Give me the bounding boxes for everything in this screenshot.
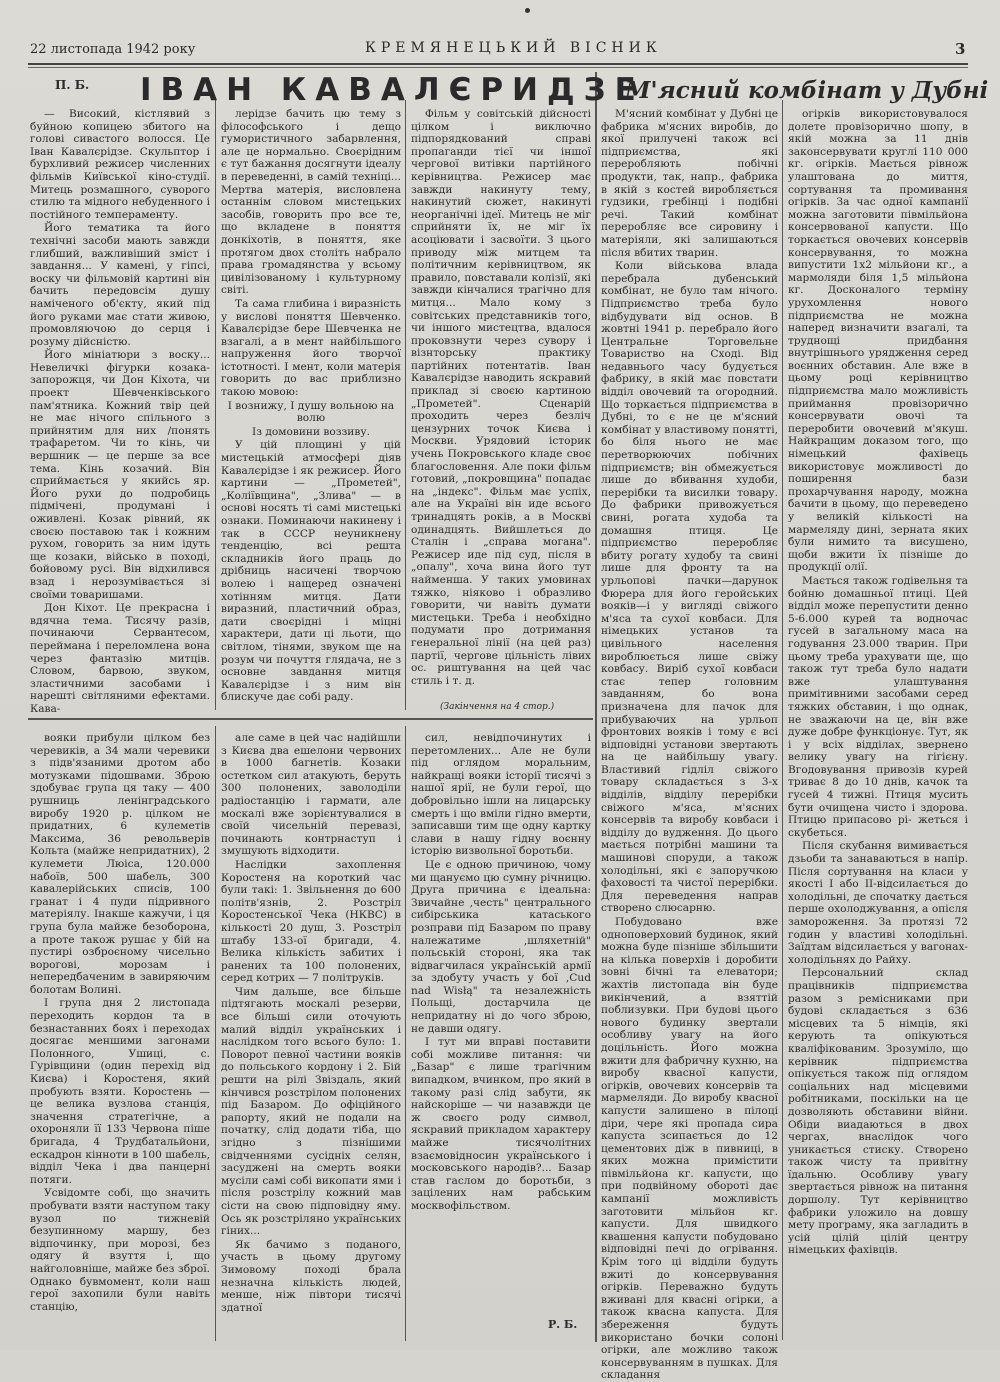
poem-line: Із домовини воззиву. <box>252 425 370 438</box>
newspaper-title: КРЕМЯНЕЦЬКИЙ ВІСНИК <box>365 40 662 56</box>
paragraph: Дон Кіхот. Це прекрасна і вдячна тема. Тисячу разів, починаючи Сервантесом, переймана і переломлена вона через фантазію митців. Словом, барвою, звуком, зластичними засобами і нарешті світляними ефектами. Кава- <box>30 602 210 715</box>
paragraph: Після скубання вимивається дзьоби та занаваються в напір. Після сортування на класи у якості I або II-відсилається до холодільні, де спочатку дається перше охолоджування, а опісля замороження. За протязі 72 годин у властиві холодільні. Заїдтам відсилається у вагонах-холодільнях до Райху. <box>788 840 968 966</box>
poem-line: І вознижу, І душу вольною на волю <box>227 399 395 425</box>
issue-date: 22 листопада 1942 року <box>30 42 196 57</box>
column-divider <box>595 72 597 1342</box>
column-divider <box>405 726 406 1341</box>
paragraph: Коли військова влада перебрала дубенський комбінат, не було там нічого. Підприємство треба було відбудувати від основ. В жовтні 1941 р. перебрало його Центральне Торговельне Товариство на Сході. Від недавнього часу будується фабрику, в якій має повстати відділ овочевий та огородний. Що торкається підприємства в Дубні, то є не це м'ясний комбінат у властивому понятті, бо біля нього не має перетворюючих побічних підприємств; він обмежується лише до вбивання худоби, перерібки та висилки товару. До фабрики привожується свині, рогата худоба та домашня птиця. Це підприємство переробляє вбиту рогату худобу та свині лише для фронту та на урльопові пачки—дарунок Фюрера для його геройських вояків—і у вигляді свіжого м'яса та сухої ковбаси. Для німецьких установ та цивільного населення вироблюється лише свіжу ковбасу. Виріб сухої ковбаси стає тепер головним завданням, бо вона призначена для пачок для прибуваючих на урльоп фронтових вояків і тому є всі відповідні установи звертають на це найбільшу увагу. Властивий гідліл свіжого товару складається з 3-х відділів, відділу перерібки свіжого м'яса, м'ясних консервів та виробу ковбаси і відділу до вудження. До цього мається потрібні машини та машинові споруди, а також холодільні, які є запоручкою фаховості та чистої перерібки. Для переведення направ створено слюсарню. <box>601 260 778 915</box>
print-mark <box>525 8 530 13</box>
paragraph: — Високий, кістлявий з буйною копицею збитого на голові сивастого волосся. Це Іван Кавалєрідзе. Скульптор і бурхливий режисер численних фільмів Київської кіно-студії. Митець розмашного, суворого стилю та мідного небуденного і постійного темпераменту. <box>30 108 210 221</box>
section-divider <box>28 718 593 720</box>
column-divider <box>215 100 216 710</box>
paragraph: У цій площині у цій мистецькій атмосфері діяв Кавалєрідзе і як режисер. Його картини — „Прометей", „Коліївщина", „Злива" — в основі носять ті самі мистецькі ознаки. Поминаючи накинену і так в СССР неуникнену тенденцію, всі решта складників його праць до дрібниць насичені творчою волею і нащеред означені хотінням митця. Дати виразний, пластичний образ, дати своєрідні і міцні характери, дати ці льоти, що світлом, тінями, звуком ще на розум чи почуття глядача, не з основне завдання митця Кавалєрідзе і з ним він блискуче дає собі раду. <box>221 439 401 704</box>
paragraph: Фільм у совітській дійсності цілком і виключно підпорядкований справі пропаганди тієї чи іншої чергової витівки партійного керівництва. Режисер має завжди накинуту тему, накинутий сюжет, накинуті неорганічні ідеї. Митець не міг сприйняти їх, не міг їх асоціювати і засвоїти. З цього приводу між митцем та політичним керівництвом, як правило, повставали колізії, які завжди кінчалися трагічно для митця... Мало кому з совітських представників того, чи іншого мистецтва, вдалося проковзнути через сувору і візнторську практику партійних потентатів. Іван Кавалєрідзе наводить яскравий приклад зі своєю картиною „Прометей". Сценарій проходить через безліч цензурних точок Києва і Москви. Урядовий історик учень Покровського кладе своє благословення. Але поки фільм готовий, „покровщина" попадає на „індекс". Фільм має успіх, але на Україні він иде всього тринадцять років, а в Москві одинадцять. Вийшлеться до Сталін і „справа могана". Режисер иде під суд, після в „опалу", хоча вина його тут найменша. У таких умовинах тяжко, ніяково і образливо говорити, чи навіть думати мистецьки. Треба і необхідно подумати про дотримання генеральної лінії (на цей раз) партії, чергове цільність лівих ос. риштування на цей час стиль і т. д. <box>411 108 591 687</box>
paragraph: Його тематика та його технічні засоби мають завжди глибший, важливіший зміст і завдання... У камені, у гіпсі, воску чи фільмовій картині він бачить передовсім душу наміченого об'єкту, який під його руками має стати живою, промовляючою до серця і розуму дійсністю. <box>30 222 210 348</box>
paragraph: Та сама глибина і виразність у вислові поняття Шевченко. Кавалєрідзе бере Шевченка не взагалі, а в мент найбільшого напруження його творчої істотності. І мент, коли матерія говорить до вас приблизно такою мовою: <box>221 297 401 399</box>
paragraph: Мається також годівельня та бойню домашньої птиці. Цей відділ може перепустити денно 5-6.000 курей та водночас гусей в загальному маса на годування 23.000 тварин. При цьому треба урахувати ще, що також тут треба було надати вже улаштування примітивними засобами серед тяжких обставин, і що однак, не зважаючи на це, він вже дуже добре функціонує. Тут, як і у всіх відділах, звернено велику увагу на гігієну. Вгодовування привозів курей триває 8 до 10 днів, качок та гусей 4 тижні. Птиця мусить бути очищена чисто і здорова. Птицю припасово рі- жеться і скубеться. <box>788 574 968 839</box>
paragraph: І тут ми вправі поставити собі можливе питання: чи „Базар" є лише трагічним випадком, вчинком, про який в такому разі слід забути, як найскоріше — чи назавжди це ж своєго роду символ, яскравий прикладом характеру майже тисячолітних взаємовідносин українського і московського народів?... Базар став гаслом до боротьби, з зацілених нам рабським москвофільством. <box>411 1036 591 1212</box>
paragraph: вояки прибули цілком без черевиків, а 34 мали черевики з підв'язаними дротом або мотузками підошвами. Зброю здобуває група ця таку — 400 рушниць ленінградського виробу 1920 р. цілком не придатних, 6 кулеметів Максима, 36 револьверів Кольта (майже непридатних), 2 кулемети Люіса, 120.000 набоїв, 500 шабель, 300 кавалерійських списів, 100 гранат і 4 пуди підривного матеріялу. Інакше кажучи, і ця група була майже безоборона, а проте також рушає у бій на пустирі озброєному чисельно ворогові, морозам і непередбаченим в завиряючим болотам Волині. <box>30 732 210 996</box>
paragraph: але саме в цей час надійшли з Києва два ешелони червоних в 1000 багнетів. Козаки остетком сил атакують, беруть 300 полонених, заволоділи радіостанцію і гармати, але москалі вже зорієнтувалися в своїй чисельній перевазі, починають контрнаступ і змушують відходити. <box>221 732 401 858</box>
continuation-note: (Закінчення на 4 стор.) <box>440 702 555 712</box>
headline-meat-combine: М'ясний комбінат у Дубні <box>625 77 989 104</box>
paragraph: Побудовано вже одноповерховий будинок, який можна буде пізніше збільшити на кілька поверхів і доробити зовні бічні та елеватори; жахтів листопада він буде викінчений, а взяттій поблизувки. При будові цього нового будинку звертали особливу увагу на його доцільність. Його можна вжити для фабричну кухню, на виробу квасної капусти, огірків, овочевих консервів та мармеляди. До виробу квасної капусти залишено в пілоці діри, чере які пропада сира капуста зсипається до 12 цементових діж в пивниці, в яких можна примістити півмільйона кг. капусти, що при подвійному обороті дає кампанії можливість заготовити мільйон кг. капусти. Для швидкого квашення капусти побудовано відповідні печі до огрівання. Крім того ці відділи будуть вжиті до консервування огірків. Переважно будуть вживані для квасні огірки, а також квасна капуста. Для збереження будуть використано бочки солоні огірки, але можливо також консервуванням в пушках. Для складання <box>601 916 778 1382</box>
paragraph: Це є одною причиною, чому ми щануємо цю сумну річницю. Друга причина є ідеальна: Звичайне ,честь" центрального сибірськика катаського розправи під Базаром по праву належатиме ,шляхетній" польській стороні, яка так відвагчилася українській армії за здобуту участь у бої ,Cud nad Wisłą" та незалежність Польщі, достарчила це непридатну ні до чого зброю, не давши одягу. <box>411 858 591 1035</box>
headline-ivan-kavaleridze: ІВАН КАВАЛЄРИДЗЕ <box>140 72 645 108</box>
masthead-rule-thin <box>28 67 968 68</box>
article2-column-1 <box>601 108 778 1382</box>
paragraph: Як бачимо з поданого, участь в цьому другому Зимовому поході брала незначна кількість людей, менше, ніж півтори тисячі здатної <box>221 1238 401 1314</box>
paragraph: Усвідомте собі, що значить пробувати взяти наступом таку вузол по тижневій безупинному маршу, без відпочинку, при морозі, без одягу й взуття і, що найголовніше, майже без зброї. Однако бувмомент, коли наш герої захопили були навіть станцію, <box>30 1187 210 1313</box>
paragraph: І група дня 2 листопада переходить кордон та в безнастанних боях і переходах досягає меншими загонами Полонного, Ушиці, с. Гурівщини (один перехід від Києва) і Коростеня, який пробують взяти. Коростень — це велика вузлова станція, значення стратегічне, а охороняли її 133 Червона піше бригада, 4 Трудбатальйони, ескадрон кінноти в 100 шабель, відділ Чека і два панцерні потяги. <box>30 997 210 1186</box>
article2-column-2 <box>788 108 968 1343</box>
column-divider <box>215 726 216 1341</box>
article3-column-2 <box>221 732 401 1342</box>
article3-column-3 <box>411 732 591 1312</box>
article1-column-2 <box>221 108 401 708</box>
article3-column-1 <box>30 732 210 1342</box>
paragraph: Персональний склад працівників підприємства разом з ремісниками при будові складається з 636 місцевих та 5 німців, які керують та опікуються кваліфікованим. Зрозуміло, що керівник підприємства опікується також під оглядом соціальних над місцевими робітниками, поскільки на це дозволяють обставини війни. Обіди виадаються в двох чергах, внаслідок чого уникається стиску. Створено також чисту та привітну їдальню. Особливу увагу звертається рівнож на питання доршолу. Тут керівництво фабрики уложило на довшу мету програму, яка загладить в усій цілій цілій центру німецьких фахівців. <box>788 967 968 1257</box>
paragraph: Наслідки захоплення Коростеня на короткий час були такі: 1. Звільнення до 600 політв'язнів, 2. Розстріл Коростенської Чека (НКВС) в кількості 20 душ, 3. Розстріл штабу 133-ої бригади, 4. Велика кількість забитих і ранених та 100 полонених, серед котрих — 7 політруків. <box>221 858 401 985</box>
article1-column-1 <box>30 108 210 715</box>
paragraph: огірків використовувалося долете провізорично шопу, в якій можна за 11 днів законсервувати круглі 110 000 кг. огірків. Мається рівнож улаштована до миття, сортування та промивання огірків. За час одної кампанії можна заготовити півмільйона консервованої капусти. Що торкається овочевих консервів консервування, то можна випустити 1х2 мільйони кг., а мармоляди біля 1,5 мільйона кг. Досконалого терміну урухомлення нового підприємства не можна наперед визначити взагалі, та труднощі придбання внутрішнього урядження серед воєнних обставин. Але вже в цьому році керівництво підприємства мало можливість приймання провізорично консервувати овочі та переробити овочевий м'якуш. Найкращим доказом того, що німецький фахівець використовує можливості до поширення бази прохарчування народу, можна бачити в цьому, що переведено у великій кількості на мармеляду дині, зерната яких були нимито та висушено, щоби вжити їх пізніше до продукції олії. <box>788 108 968 574</box>
paragraph: М'ясний комбінат у Дубні це фабрика м'ясних виробів, до якої прилучені також всі підприємства, які переробляють побічні продукти, так, напр., фабрика в якій з костей виробляється гудзики, гребінці і подібні речі. Такий комбінат переробляє все сировину і матеріяли, які залишаються після вбитих тварин. <box>601 108 778 259</box>
column-divider <box>782 100 783 1340</box>
column-divider <box>405 100 406 710</box>
byline: П. Б. <box>55 78 90 92</box>
author-signature: Р. Б. <box>548 1318 578 1331</box>
paragraph: лерідзе бачить цю тему з філософського і дещо гумористичного забарвлення, але це нормально. Своєрідним є тут бажання досягнути ідеалу в переведенні, в самій техніці... Мертва матерія, висловлена останнім словом мистецьких засобів, говорить про все те, що вкладене в поняття донкіхотів, в поняття, яке протягом двох століть набрало права громадянства у всьому цивілізованому і культурному світі. <box>221 108 401 297</box>
paragraph: Його мініатюри з воску... Невеличкі фігурки козака-запорожця, чи Дон Кіхота, чи проект Шевченківського пам'ятника. Кожний твір цей не має нічого спільного з прийнятим для них /понять трафаретом. Чи то кінь, чи вершник — це перше за все тема. Кінь козачий. Він сприймається у якийсь яр. Його рухи до подробиць підмічені, продумані і оживлені. Козак рівний, як своєю поставою так і кожним рухом, говорить за ним ідуть ще козаки, військо в поході, бойовому русі. Він відхилився взад і нерозумівається зі своїми товаришами. <box>30 349 210 601</box>
paragraph: Чим дальше, все більше підтягають москалі резерви, все більші сили оточують малий відділ українських і наслідком того всього було: 1. Поворот певної частини вояків до польського кордону і 2. Бій решти на рілі Звіздаль, який кінчився розстрілом полонених під Базаром. До офіційного рапорту, який не подали на початку, слід додати тіба, що згідно з пізнішими свідченнями сусідніх селян, засуджені на смерть вояки мусіли самі собі викопати ями і після розстрілу кожний мав сісти на свою підповідну яму. Ось як розстріляно українських гіних... <box>221 985 401 1238</box>
page-number: 3 <box>955 40 966 58</box>
masthead-rule <box>28 63 968 65</box>
paragraph: сил, невідпочинутих і перетомлених... Але не були під оглядом моральним, найкращі вояки історії тисячі з нашої ярії, не були герої, що добровільно ішли на лицарську смерть і що вміли гідно вмерти, записавши тим ще одну картку слави в нашу гідну воєнну історію визвольної боротьби. <box>411 732 591 858</box>
article1-column-3 <box>411 108 591 698</box>
